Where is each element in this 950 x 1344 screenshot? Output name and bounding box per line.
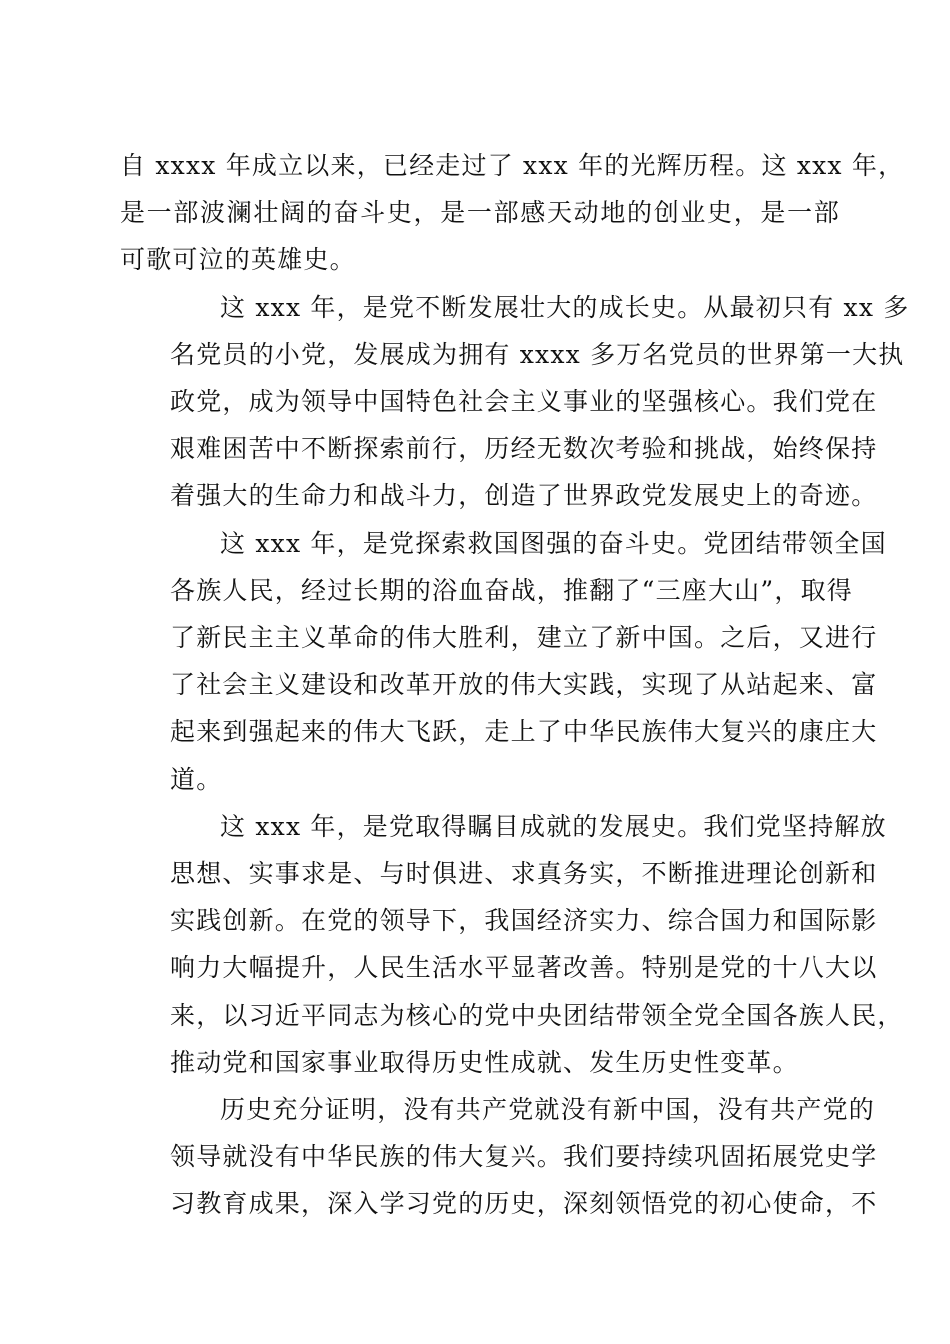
- paragraph-line: 思想、实事求是、与时俱进、求真务实，不断推进理论创新和: [170, 859, 878, 889]
- paragraph-4: [120, 803, 904, 1086]
- paragraph-line: 推动党和国家事业取得历史性成就、发生历史性变革。: [170, 1047, 799, 1077]
- paragraph-line: 是一部波澜壮阔的奋斗史，是一部感天动地的创业史，是一部: [120, 198, 840, 228]
- paragraph-line: 道。: [170, 764, 223, 794]
- paragraph-line: 名党员的小党，发展成为拥有 xxxx 多万名党员的世界第一大执: [170, 339, 905, 369]
- paragraph-1: [120, 142, 905, 284]
- paragraph-line: 各族人民，经过长期的浴血奋战，推翻了“三座大山”，取得: [170, 575, 853, 605]
- paragraph-line: 响力大幅提升，人民生活水平显著改善。特别是党的十八大以: [170, 953, 878, 983]
- paragraph-line: 领导就没有中华民族的伟大复兴。我们要持续巩固拓展党史学: [170, 1142, 878, 1172]
- document-body: [120, 142, 910, 1228]
- paragraph-line: 着强大的生命力和战斗力，创造了世界政党发展史上的奇迹。: [170, 481, 878, 511]
- paragraph-line: 这 xxx 年，是党探索救国图强的奋斗史。党团结带领全国: [220, 528, 887, 558]
- paragraph-line: 艰难困苦中不断探索前行，历经无数次考验和挑战，始终保持: [170, 434, 878, 464]
- paragraph-2: [120, 284, 910, 520]
- paragraph-5: [120, 1086, 878, 1228]
- paragraph-line: 自 xxxx 年成立以来，已经走过了 xxx 年的光辉历程。这 xxx 年，: [120, 151, 905, 180]
- paragraph-line: 政党，成为领导中国特色社会主义事业的坚强核心。我们党在: [170, 387, 878, 417]
- paragraph-3: [120, 520, 887, 803]
- paragraph-line: 了新民主主义革命的伟大胜利，建立了新中国。之后，又进行: [170, 623, 878, 653]
- paragraph-line: 可歌可泣的英雄史。: [120, 245, 356, 275]
- paragraph-line: 了社会主义建设和改革开放的伟大实践，实现了从站起来、富: [170, 670, 878, 700]
- paragraph-line: 来，以习近平同志为核心的党中央团结带领全党全国各族人民，: [170, 1000, 904, 1030]
- paragraph-line: 这 xxx 年，是党不断发展壮大的成长史。从最初只有 xx 多: [220, 292, 910, 322]
- paragraph-line: 实践创新。在党的领导下，我国经济实力、综合国力和国际影: [170, 906, 878, 936]
- paragraph-line: 这 xxx 年，是党取得瞩目成就的发展史。我们党坚持解放: [220, 811, 887, 841]
- paragraph-line: 习教育成果，深入学习党的历史，深刻领悟党的初心使命，不: [170, 1189, 878, 1219]
- paragraph-line: 起来到强起来的伟大飞跃，走上了中华民族伟大复兴的康庄大: [170, 717, 878, 747]
- paragraph-line: 历史充分证明，没有共产党就没有新中国，没有共产党的: [220, 1095, 876, 1125]
